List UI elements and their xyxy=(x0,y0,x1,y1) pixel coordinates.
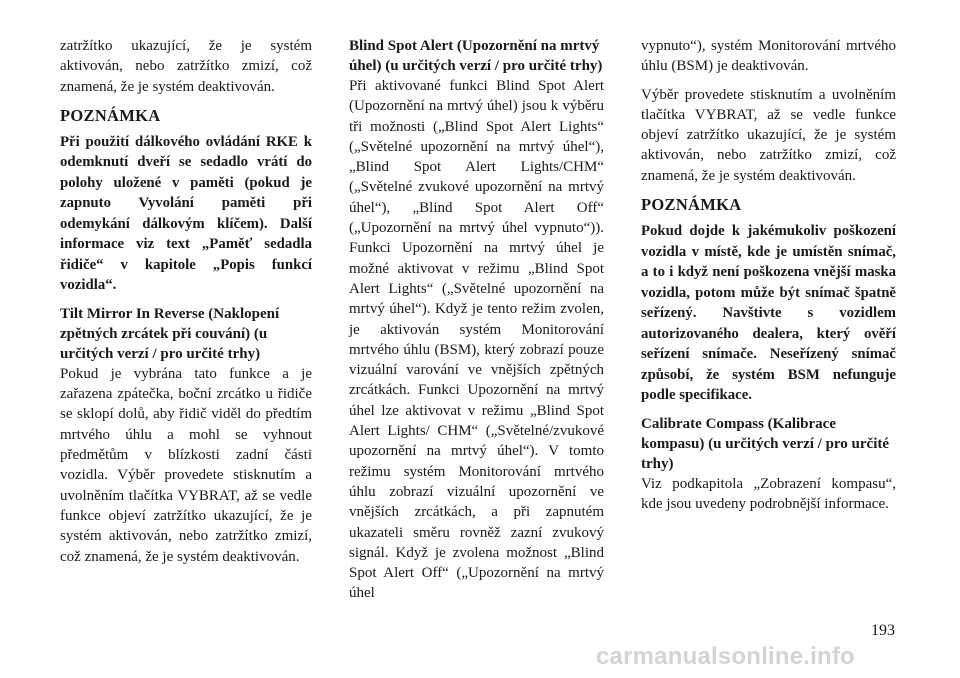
section-text-calibrate-compass: Viz podkapitola „Zobrazení kompasu“, kde jsou uvedeny podrobnější informace. xyxy=(641,475,896,512)
section-heading-calibrate-compass: Calibrate Compass (Kalibrace kompasu) (u určitých verzí / pro určité trhy) xyxy=(641,415,890,472)
column-right xyxy=(641,36,896,522)
section-heading-tilt-mirror: Tilt Mirror In Reverse (Naklopení zpětných zrcátek při couvání) (u určitých verzí / pro určité trhy) xyxy=(60,305,280,362)
watermark: carmanualsonline.info xyxy=(596,643,855,670)
select-paragraph: Výběr provedete stisknutím a uvolněním tlačítka VYBRAT, až se vedle funkce objeví zatržítko ukazující, že je systém aktivován, nebo zatržítko zmizí, což znamená, že je systém deaktivován. xyxy=(641,86,896,184)
column-middle xyxy=(349,36,604,612)
section-heading-blind-spot: Blind Spot Alert (Upozornění na mrtvý úhel) (u určitých verzí / pro určité trhy) xyxy=(349,38,603,74)
page-number: 193 xyxy=(871,622,895,639)
note-text: Pokud dojde k jakémukoliv poškození vozidla v místě, kde je umístěn snímač, a to i když není poškozena vnější maska vozidla, potom může být snímač špatně seřízený. Navštivte s vozidlem autorizovaného dealera, který ověří seřízení snímače. Neseřízený snímač způsobí, že systém BSM nefunguje podle specifikace. xyxy=(641,223,896,404)
continued-paragraph: vypnuto“), systém Monitorování mrtvého úhlu (BSM) je deaktivován. xyxy=(641,38,896,75)
intro-paragraph: zatržítko ukazující, že je systém aktivován, nebo zatržítko zmizí, což znamená, že je systém deaktivován. xyxy=(60,38,312,95)
note-heading: POZNÁMKA xyxy=(641,195,742,215)
column-left xyxy=(60,36,312,575)
section-text-tilt-mirror: Pokud je vybrána tato funkce a je zařazena zpátečka, boční zrcátko u řidiče se sklopí dolů, aby řidič viděl do předtím mrtvého úhlu a mohl se vyhnout předmětům v blízkosti zadní části vozidla. Výběr provedete stisknutím a uvolněním tlačítka VYBRAT, až se vedle funkce objeví zatržítko ukazující, že je systém aktivován, nebo zatržítko zmizí, což znamená, že je systém deaktivován. xyxy=(60,365,312,565)
section-text-blind-spot: Při aktivované funkci Blind Spot Alert (Upozornění na mrtvý úhel) jsou k výběru tři možnosti („Blind Spot Alert Lights“ („Světelné upozornění na mrtvý úhel“), „Blind Spot Alert Lights/CHM“ („Světelné zvukové upozornění na mrtvý úhel“), „Blind Spot Alert Off“ („Upozornění na mrtvý úhel vypnuto“)). Funkci Upozornění na mrtvý úhel je možné aktivovat v režimu „Blind Spot Alert Lights“ („Světelné upozornění na mrtvý úhel“). Když je tento režim zvolen, je aktivován systém Monitorování mrtvého úhlu (BSM), který zobrazí pouze vizuální varování ve vnějších zpětných zrcátkách. Funkci Upozornění na mrtvý úhel lze aktivovat v režimu „Blind Spot Alert Lights/ CHM“ („Světelné/zvukové upozornění na mrtvý úhel“). V tomto režimu systém Monitorování mrtvého úhlu zobrazí vizuální upozornění ve vnějších zrcátkách, a při zapnutém ukazateli směru rovněž zazní zvukový signál. Když je zvolena možnost „Blind Spot Alert Off“ („Upozornění na mrtvý úhel xyxy=(349,78,604,602)
note-heading: POZNÁMKA xyxy=(60,105,161,125)
note-text: Při použití dálkového ovládání RKE k odemknutí dveří se sedadlo vrátí do polohy uložené v paměti (pokud je zapnuto Vyvolání paměti při odemykání dálkovým klíčem). Další informace viz text „Paměť sedadla řidiče“ v kapitole „Popis funkcí vozidla“. xyxy=(60,133,312,294)
